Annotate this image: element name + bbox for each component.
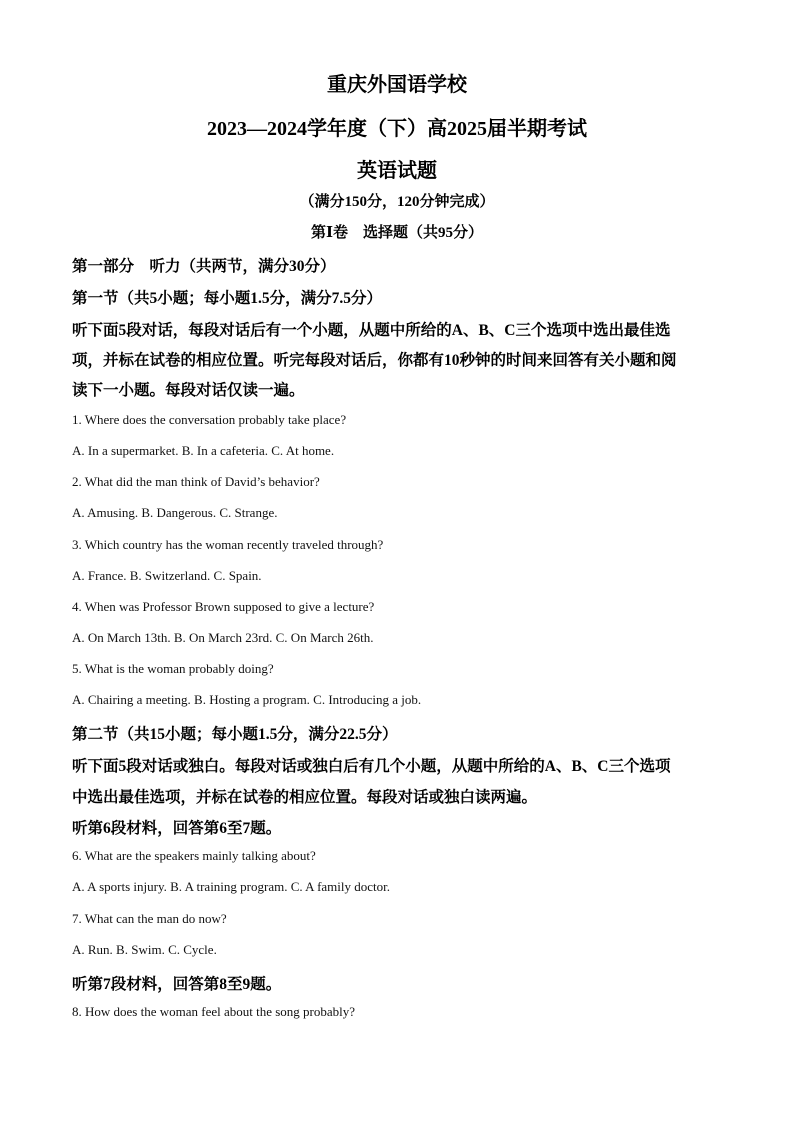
section2-instruction-line: 听下面5段对话或独白。每段对话或独白后有几个小题，从题中所给的A、B、C三个选项: [72, 758, 671, 775]
section1-title: 第一节（共5小题；每小题1.5分，满分7.5分）: [72, 290, 383, 307]
question-stem: 5. What is the woman probably doing?: [72, 661, 274, 676]
question-options: A. Run. B. Swim. C. Cycle.: [72, 942, 217, 957]
school-name: 重庆外国语学校: [327, 74, 467, 96]
volume-title: 第Ⅰ卷 选择题（共95分）: [310, 225, 484, 241]
section2-instruction-line: 中选出最佳选项，并标在试卷的相应位置。每段对话或独白读两遍。: [72, 789, 538, 806]
question-options: A. A sports injury. B. A training program. C. A family doctor.: [72, 879, 391, 894]
part1-title: 第一部分 听力（共两节，满分30分）: [72, 258, 336, 275]
question-options: A. On March 13th. B. On March 23rd. C. On March 26th.: [72, 630, 374, 645]
question-stem: 4. When was Professor Brown supposed to give a lecture?: [72, 599, 375, 614]
material-heading: 听第7段材料，回答第8至9题。: [72, 976, 282, 993]
score-info: （满分150分，120分钟完成）: [299, 194, 495, 210]
question-stem: 8. How does the woman feel about the song probably?: [72, 1004, 356, 1019]
question-stem: 3. Which country has the woman recently traveled through?: [72, 537, 384, 552]
material-heading: 听第6段材料，回答第6至7题。: [72, 820, 282, 837]
exam-title: 2023—2024学年度（下）高2025届半期考试: [207, 118, 587, 140]
question-stem: 2. What did the man think of David’s behavior?: [72, 474, 320, 489]
question-options: A. France. B. Switzerland. C. Spain.: [72, 568, 262, 583]
section1-instruction-line: 听下面5段对话，每段对话后有一个小题，从题中所给的A、B、C三个选项中选出最佳选: [72, 322, 671, 339]
subject-title: 英语试题: [357, 160, 437, 182]
question-stem: 6. What are the speakers mainly talking about?: [72, 848, 316, 863]
question-stem: 1. Where does the conversation probably take place?: [72, 412, 347, 427]
question-stem: 7. What can the man do now?: [72, 911, 227, 926]
section2-title: 第二节（共15小题；每小题1.5分，满分22.5分）: [72, 726, 398, 743]
question-options: A. Chairing a meeting. B. Hosting a program. C. Introducing a job.: [72, 692, 422, 707]
question-options: A. In a supermarket. B. In a cafeteria. C. At home.: [72, 443, 335, 458]
question-options: A. Amusing. B. Dangerous. C. Strange.: [72, 505, 278, 520]
section1-instruction-line: 读下一小题。每段对话仅读一遍。: [72, 382, 305, 399]
section1-instruction-line: 项，并标在试卷的相应位置。听完每段对话后，你都有10秒钟的时间来回答有关小题和阅: [72, 352, 677, 369]
